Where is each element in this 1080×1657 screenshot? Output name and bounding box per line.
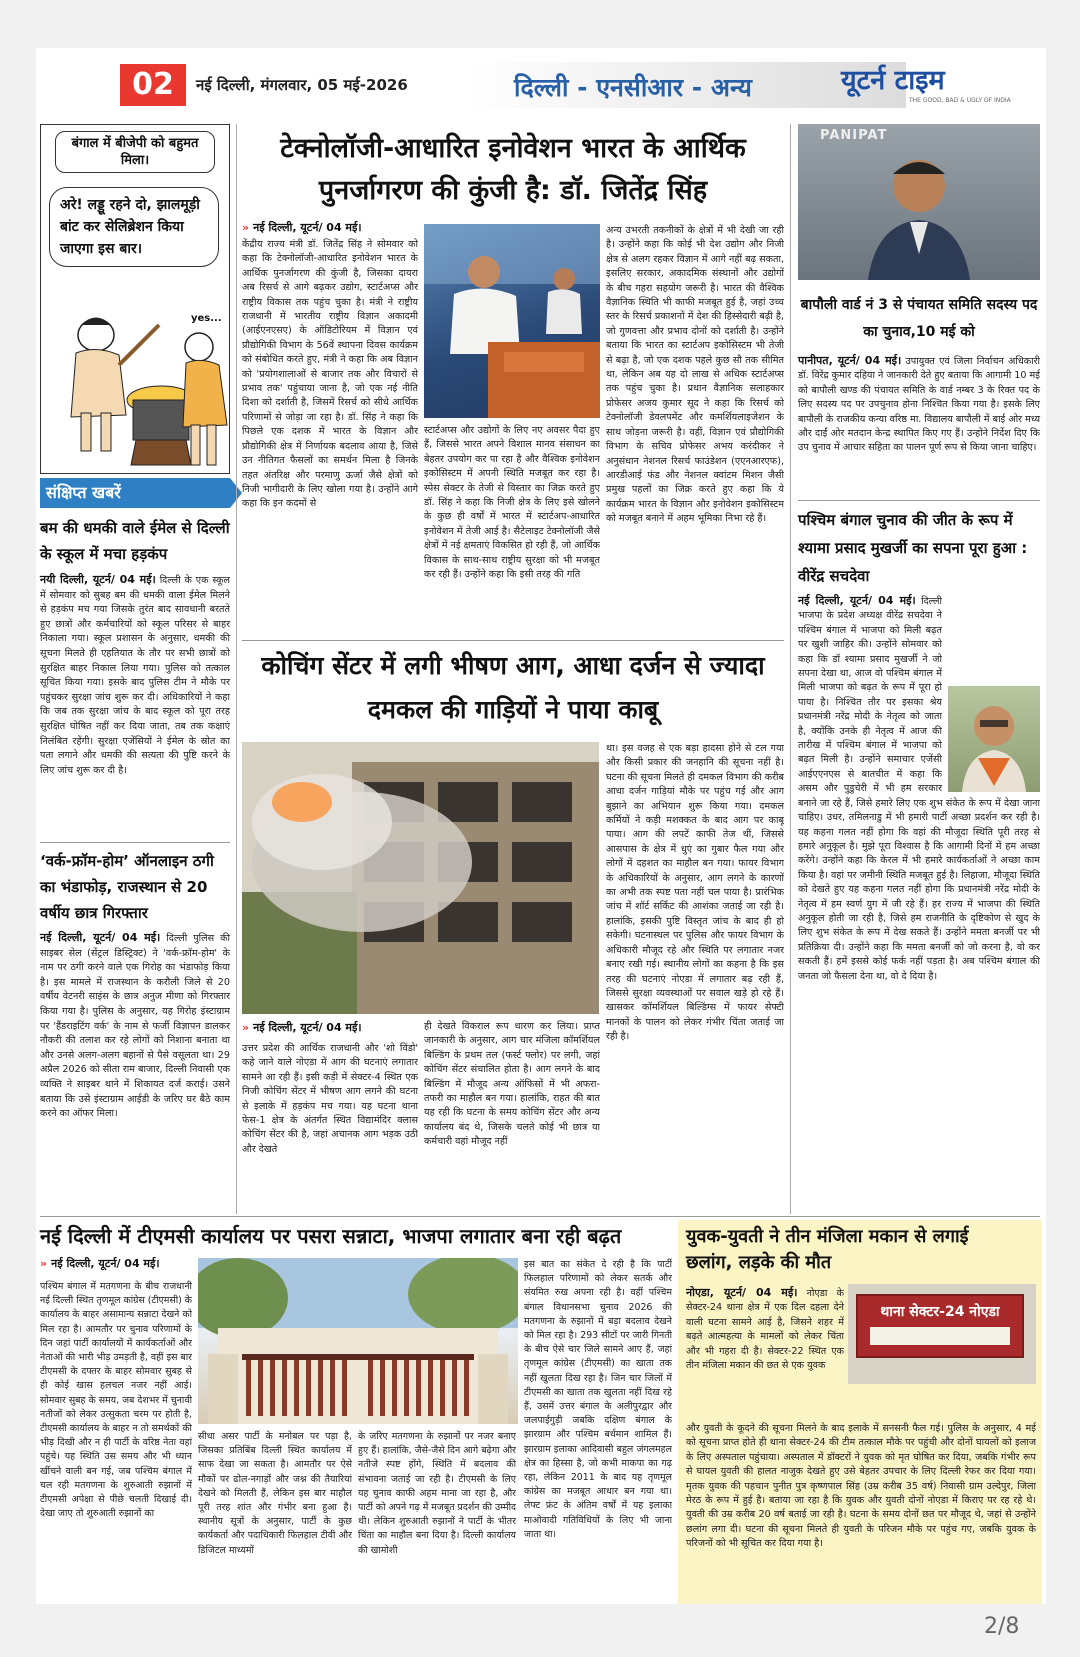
brief-1	[40, 515, 230, 778]
tmc-headline: नई दिल्ली में टीएमसी कार्यालय पर पसरा सन्नाटा, भाजपा लगातार बना रही बढ़त	[40, 1224, 622, 1248]
wb-text: दिल्ली भाजपा के प्रदेश अध्यक्ष वीरेंद्र सचदेवा ने पश्चिम बंगाल में भाजपा को मिली बढ़त पर खुशी जाहिर की। उन्होंने सोमवार को कहा कि डॉ श्यामा प्रसाद मुखर्जी ने जो सपना देखा था, आज वो पश्चिम बंगाल में मिली भाजपा को बढ़त के रूप में पूरा हो पाया है। निश्चित तौर पर इसका श्रेय प्रधानमंत्री नरेंद्र मोदी के नेतृत्व को जाता है, क्योंकि उनके ही नेतृत्व में आज की तारीख में पश्चिम बंगाल में भाजपा को बढ़त मिली है। उन्होंने समाचार एजेंसी आईएएनएस से बातचीत में कहा कि असम और पुडुचेरी में भी हम सरकार बनाने जा रहे हैं, जिसे हमारे लिए एक शुभ संकेत के रूप में देखा जाना चाहिए। उधर, तमिलनाडु में भी हमारी पार्टी अच्छा प्रदर्शन कर रही है। यह कहना गलत नहीं होगा कि वहां की मौजूदा स्थिति पूरी तरह से हमारे अनुकूल है। मुझे पूरा विश्वास है कि आगामी दिनों में हम अच्छा करेंगे। उन्होंने कहा कि केरल में भी हमारे कार्यकर्ताओं ने अच्छा काम किया है। वहां पर जमीनी स्थिति मजबूत हुई है। लिहाजा, मौजूदा स्थिति को देखते हुए यह कहना गलत नहीं होगा कि प्रधानमंत्री नरेंद्र मोदी के नेतृत्व में हम स्वर्ण युग में जी रहे हैं। हर राज्य में भाजपा की स्थिति अनुकूल होती जा रही है, जिसे हम राजनीति के दृष्टिकोण से खुद के लिए शुभ संकेत के रूप में देख सकते हैं। उन्होंने ममता बनर्जी पर भी प्रतिक्रिया दी। उन्होंने कहा कि ममता बनर्जी को जो करना है, वो कर सकती हैं। हमें इससे कोई फर्क नहीं पड़ता है। अब पश्चिम बंगाल की जनता जो फैसला देना था, वो दे दिया है।	[798, 596, 1040, 982]
tmc-column-4: इस बात का संकेत दे रही है कि पार्टी फिलहाल परिणामों को लेकर सतर्क और संयमित रुख अपना रही है। वहीं पश्चिम बंगाल विधानसभा चुनाव 2026 की मतगणना के रुझानों में बड़ा बदलाव देखने को मिल रहा है। 293 सीटों पर जारी गिनती के बीच ऐसे चार जिले सामने आए हैं, जहां तृणमूल कांग्रेस (टीएमसी) का खाता तक नहीं खुलता दिख रहा है। जिन चार जिलों में टीएमसी का खाता तक खुलता नहीं दिख रहे हैं, उसमें उत्तर बंगाल के अलीपुरद्वार और जलपाईगुड़ी जबकि दक्षिण बंगाल के झारग्राम और पश्चिम बर्धमान शामिल हैं। झारग्राम इलाका आदिवासी बहुल जंगलमहल क्षेत्र का हिस्सा है, जो कभी माकपा का गढ़ रहा, लेकिन 2011 के बाद यह तृणमूल कांग्रेस का मजबूत आधार बन गया था। लेफ्ट फ्रंट के अंतिम वर्षों में यह इलाका माओवादी गतिविधियों के लिए भी जाना जाता था।	[524, 1259, 672, 1540]
tmc-office-gate	[198, 1258, 518, 1424]
brief-1-body	[40, 573, 230, 778]
tmc-photo	[198, 1258, 518, 1424]
tmc-column-3: के जरिए मतगणना के रुझानों पर नजर बनाए हुए हैं। हालांकि, जैसे-जैसे दिन आगे बढ़ेगा और नतीजे स्पष्ट होंगे, स्थिति में बदलाव की संभावना जताई जा रही है। टीएमसी के लिए यह चुनाव काफी अहम माना जा रहा है, और पार्टी को अपने गढ़ में मजबूत प्रदर्शन की उम्मीद थी। लेकिन शुरुआती रुझानों ने पार्टी के भीतर चिंता का माहौल बना दिया है। दिल्ली कार्यालय की खामोशी	[358, 1431, 516, 1556]
lead-dateline-text: नई दिल्ली, यूटर्न/ 04 मई।	[253, 221, 362, 234]
brief-news-header	[40, 478, 230, 508]
police-station-sign-text: थाना सेक्टर-24 नोएडा	[880, 1304, 1000, 1320]
fire-column-2: ही देखते विकराल रूप धारण कर लिया। प्राप्त जानकारी के अनुसार, आग चार मंजिला कॉमर्शियल बिल्डिंग के प्रथम तल (फर्स्ट फ्लोर) पर लगी, जहां कोचिंग सेंटर संचालित होता है। आग लगने के बाद बिल्डिंग में मौजूद अन्य ऑफिसों में भी अफरा-तफरी का माहौल बन गया। हालांकि, राहत की बात यह रही कि घटना के समय कोचिंग सेंटर और अन्य कार्यालय बंद थे, जिसके चलते कोई भी छात्र या कर्मचारी वहां मौजूद नहीं	[424, 1021, 600, 1148]
fire-dateline-text: नई दिल्ली, यूटर्न/ 04 मई।	[253, 1021, 362, 1034]
brief-2-body	[40, 931, 230, 1122]
brief-1-text: दिल्ली के एक स्कूल में सोमवार को सुबह बम की धमकी वाला ईमेल मिलने से हड़कंप मच गया जिसके तुरंत बाद सावधानी बरतते हुए छात्रों और कर्मचारियों को स्कूल परिसर से बाहर निकाला गया। स्कूल प्रशासन के अनुसार, धमकी की सूचना मिलते ही एहतियात के तौर पर सभी छात्रों को सुरक्षित बाहर निकाल लिया गया। पुलिस को तत्काल सूचित किया गया। इसके बाद पुलिस टीम ने मौके पर पहुंचकर सुरक्षा जांच शुरू कर दी। अधिकारियों ने कहा कि जब तक सुरक्षा जांच के बाद स्कूल को पूरा तरह सुरक्षित घोषित नहीं कर दिया जाता, तब तक कक्षाएं निलंबित रहेंगी। सुरक्षा एजेंसियों ने ईमेल के स्रोत का पता लगाने और धमकी की सत्यता की पुष्टि करने के लिए जांच शुरू कर दी है।	[40, 575, 230, 776]
tmc-dateline-text: नई दिल्ली, यूटर्न/ 04 मई।	[51, 1257, 160, 1270]
chevron-icon: »	[242, 221, 250, 234]
burning-building	[242, 742, 599, 1014]
noida-body-top	[686, 1286, 844, 1422]
page-number: 02	[120, 64, 186, 106]
lead-photo	[424, 224, 600, 418]
noida-photo	[848, 1284, 1036, 1384]
panipat-divider	[798, 500, 1040, 501]
lead-column-2: स्टार्टअप्स और उद्योगों के लिए नए अवसर पैदा हुए हैं, जिससे भारत अपने विशाल मानव संसाधन का बेहतर उपयोग कर पा रहा है और वैश्विक इनोवेशन इकोसिस्टम में अपनी स्थिति मजबूत कर रहा है। स्पेस सेक्टर के तेजी से विस्तार का जिक्र करते हुए डॉ. सिंह ने कहा कि निजी क्षेत्र के लिए इसे खोलने के कुछ ही वर्षों में भारत में स्टार्टअप-आधारित इनोवेशन में तेजी आई है। सैटेलाइट टेक्नोलॉजी जैसे क्षेत्रों में नई क्षमताएं विकसित हो रही हैं, जो आर्थिक विकास के साथ-साथ राष्ट्रीय सुरक्षा को भी मजबूत कर रही हैं। उन्होंने कहा कि इसी तरह की गति	[424, 425, 600, 581]
noida-dateline: नोएडा, यूटर्न/ 04 मई।	[686, 1286, 798, 1299]
wb-body	[798, 594, 1040, 1212]
cartoon	[40, 124, 230, 474]
chevron-icon: »	[242, 1021, 250, 1034]
cartoon-figures	[41, 305, 230, 474]
panipat-dateline: पानीपत, यूटर्न/ 04 मई।	[798, 354, 902, 367]
brief-divider	[40, 842, 230, 843]
noida-text-top: नोएडा के सेक्टर-24 थाना क्षेत्र में एक दिल दहला देने वाली घटना सामने आई है, जिसने शहर में बढ़ते आत्महत्या के मामलों को लेकर चिंता और भी गहरा दी है। सेक्टर-22 स्थित एक तीन मंजिला मकान की छत से एक युवक	[686, 1288, 844, 1372]
logo-tagline: THE GOOD, BAD & UGLY OF INDIA	[909, 97, 1011, 104]
wb-dateline: नई दिल्ली, यूटर्न/ 04 मई।	[798, 594, 916, 607]
lead-column-1: केंद्रीय राज्य मंत्री डॉ. जितेंद्र सिंह ने सोमवार को कहा कि टेक्नोलॉजी-आधारित इनोवेशन भारत के आर्थिक पुनर्जागरण की कुंजी है, जिसका दायरा अब रिसर्च से आगे बढ़कर उद्योग, स्टार्टअप्स और राष्ट्रीय विकास तक पहुंच चुका है। मंत्री ने राष्ट्रीय राजधानी में भारतीय राष्ट्रीय विज्ञान अकादमी (आईएनएसए) के ऑडिटोरियम में विज्ञान एवं प्रौद्योगिकी विभाग के 56वें स्थापना दिवस कार्यक्रम को संबोधित करते हुए, मंत्री ने कहा कि अब विज्ञान को 'प्रयोगशालाओं से बाजार तक और विचारों से प्रभाव तक' पहुंचाया जाना है, जो एक नई नीति दिशा को दर्शाती है, जिसमें रिसर्च को सीधे आर्थिक परिणामों से जोड़ा जा रहा है। डॉ. सिंह ने कहा कि पिछले एक दशक में भारत के विज्ञान और प्रौद्योगिकी क्षेत्र में निर्णायक बदलाव आया है, जिसे उन नीतिगत फैसलों का समर्थन मिला है जिनके तहत अंतरिक्ष और परमाणु ऊर्जा जैसे क्षेत्रों को निजी भागीदारी के लिए खोला गया है। उन्होंने आगे कहा कि इन कदमों से	[242, 239, 418, 510]
dateline: नई दिल्ली, मंगलवार, 05 मई-2026	[196, 76, 408, 94]
brief-2	[40, 848, 230, 1122]
left-column-rule	[236, 124, 237, 1214]
section-title: दिल्ली - एनसीआर - अन्य	[514, 73, 752, 102]
police-station-sign	[856, 1294, 1024, 1358]
cartoon-bubble: अरे! लड्डू रहने दो, झालमूड़ी बांट कर सेलिब्रेशन किया जाएगा इस बार।	[49, 187, 219, 267]
tmc-column-2: सीधा असर पार्टी के मनोबल पर पड़ा है, जिसका प्रतिबिंब दिल्ली स्थित कार्यालय में साफ देखा जा सकता है। आमतौर पर ऐसे मौकों पर ढोल-नगाड़ों और जश्न की तैयारियां देखने को मिलती हैं, लेकिन इस बार माहौल पूरी तरह शांत और गंभीर बना हुआ है। स्थानीय सूत्रों के अनुसार, पार्टी के कुछ कार्यकर्ता और पदाधिकारी फिलहाल टीवी और डिजिटल माध्यमों	[198, 1431, 352, 1556]
panipat-text: उपायुक्त एवं जिला निर्वाचन अधिकारी डॉ. विरेंद्र कुमार दहिया ने जानकारी देते हुए बताया कि आगामी 10 मई को बापौली खण्ड की पंचायत समिति के वार्ड नम्बर 3 के रिक्त पद के लिए सदस्य पद पर उपचुनाव होना निश्चित किया गया है। इसके लिए बापौली के राजकीय कन्या वरिष्ठ मा. विद्यालय बापौली में बाई ओर मध्य और दाईं ओर मतदान केन्द्र स्थापित किए गए हैं। उन्होंने निर्देश दिए कि उप चुनाव में आचार सहिता का पालन पूर्ण रूप से किया जाना चाहिए।	[798, 356, 1041, 454]
fire-column-1: उत्तर प्रदेश की आर्थिक राजधानी और 'शो विंडो' कहे जाने वाले नोएडा में आग की घटनाएं लगातार सामने आ रही हैं। इसी कड़ी में सेक्टर-4 स्थित एक निजी कोचिंग सेंटर में भीषण आग लगने की घटना से इलाके में हड़कंप मच गया। यह घटना थाना फेस-1 क्षेत्र के अंतर्गत स्थित विद्यामंदिर क्लास कोचिंग सेंटर की है, जहां अचानक आग भड़क उठी और देखते	[242, 1043, 418, 1155]
tmc-dateline	[40, 1256, 200, 1271]
masthead	[36, 56, 1046, 114]
panipat-body	[798, 354, 1040, 456]
wb-photo	[948, 686, 1040, 792]
lead-headline: टेक्नोलॉजी-आधारित इनोवेशन भारत के आर्थिक पुनर्जागरण की कुंजी है: डॉ. जितेंद्र सिंह	[280, 133, 746, 206]
brief-1-dateline: नयी दिल्ली, यूटर्न/ 04 मई।	[40, 573, 156, 586]
panipat-photo	[798, 124, 1040, 280]
fire-headline: कोचिंग सेंटर में लगी भीषण आग, आधा दर्जन से ज्यादा दमकल की गाड़ियों ने पाया काबू	[261, 651, 765, 724]
fire-dateline	[242, 1020, 420, 1035]
page-indicator: 2/8	[984, 1614, 1020, 1639]
newspaper-page	[36, 48, 1046, 1604]
lead-column-3: अन्य उभरती तकनीकों के क्षेत्रों में भी देखी जा रही है। उन्होंने कहा कि कोई भी देश उद्योग और निजी क्षेत्र से अलग रहकर विज्ञान में आगे नहीं बढ़ सकता, इसलिए सरकार, अकादमिक संस्थानों और उद्योगों के बीच गहरा सहयोग जरूरी है। भारत की वैश्विक वैज्ञानिक स्थिति भी काफी मजबूत हुई है, जहां उच्च स्तर के रिसर्च प्रकाशनों में देश की हिस्सेदारी बढ़ी है, जो गुणवत्ता और प्रभाव दोनों को दर्शाती है। उन्होंने बताया कि भारत का स्टार्टअप इकोसिस्टम भी तेजी से बढ़ा है, जो एक दशक पहले कुछ सौ तक सीमित था, लेकिन अब यह दो लाख से अधिक स्टार्टअप्स तक पहुंच चुका है। प्रधान वैज्ञानिक सलाहकार प्रोफेसर अजय कुमार सूद ने कहा कि रिसर्च को टेक्नोलॉजी डेवलपमेंट और कमर्शियलाइजेशन के साथ जोड़ना जरूरी है। वहीं, विज्ञान एवं प्रौद्योगिकी विभाग के सचिव प्रोफेसर अभय करंदीकर ने अनुसंधान नेशनल रिसर्च फाउंडेशन (एएनआरएफ), आरडीआई फंड और नेशनल क्वांटम मिशन जैसी प्रमुख पहलों का जिक्र करते हुए कहा कि ये कार्यक्रम भारत के विज्ञान और इनोवेशन इकोसिस्टम को मजबूत बनाने में अहम भूमिका निभा रहे हैं।	[606, 225, 784, 525]
fire-photo	[242, 742, 599, 1014]
noida-box	[678, 1220, 1042, 1604]
cartoon-yes: yes...	[191, 313, 222, 324]
brief-2-title: ‘वर्क-फ्रॉम-होम’ ऑनलाइन ठगी का भंडाफोड़, राजस्थान से 20 वर्षीय छात्र गिरफ्तार	[40, 852, 214, 922]
right-column-rule	[790, 124, 791, 1214]
cartoon-caption: बंगाल में बीजेपी को बहुमत मिला।	[55, 131, 215, 173]
sign-strip	[870, 1327, 1010, 1345]
brief-news-label: संक्षिप्त खबरें	[46, 483, 121, 502]
official-figure	[798, 124, 1040, 280]
fire-column-3: था। इस वजह से एक बड़ा हादसा होने से टल गया और किसी प्रकार की जनहानि की सूचना नहीं है। घटना की सूचना मिलते ही दमकल विभाग की करीब आधा दर्जन गाड़ियां मौके पर पहुंच गईं और आग बुझाने का अभियान शुरू किया गया। दमकल कर्मियों ने कड़ी मशक्कत के बाद आग पर काबू पाया। आग की लपटें काफी तेज थीं, जिससे आसपास के क्षेत्र में धुएं का गुबार फैल गया और लोगों में दहशत का माहौल बन गया। फायर विभाग के अधिकारियों के अनुसार, आग लगने के कारणों का अभी तक स्पष्ट पता नहीं चल पाया है। प्रारंभिक जांच में शॉर्ट सर्किट की आशंका जताई जा रही है। हालांकि, इसकी पुष्टि विस्तृत जांच के बाद ही हो सकेगी। घटनास्थल पर पुलिस और फायर विभाग के अधिकारी मौजूद रहे और स्थिति पर लगातार नजर बनाए रखी गई। स्थानीय लोगों का कहना है कि इस तरह की घटनाएं नोएडा में लगातार बढ़ रही हैं, जिससे सुरक्षा व्यवस्थाओं पर सवाल खड़े हो रहे हैं। खासकर कॉमर्शियल बिल्डिंग्स में फायर सेफ्टी मानकों के पालन को लेकर गंभीर चिंता जताई जा रही है।	[606, 743, 784, 1043]
wb-title: पश्चिम बंगाल चुनाव की जीत के रूप में श्यामा प्रसाद मुखर्जी का सपना पूरा हुआ : वीरेंद्र सचदेवा	[798, 511, 1028, 585]
lead-divider	[242, 640, 784, 641]
sachdeva-figure	[948, 686, 1040, 792]
logo-text: यूटर्न टाइम	[841, 65, 945, 96]
chevron-icon: »	[40, 1257, 48, 1270]
brief-2-dateline: नई दिल्ली, यूटर्न/ 04 मई।	[40, 931, 161, 944]
tmc-column-1: पश्चिम बंगाल में मतगणना के बीच राजधानी नई दिल्ली स्थित तृणमूल कांग्रेस (टीएमसी) के कार्यालय के बाहर असामान्य सन्नाटा देखने को मिल रहा है। आमतौर पर चुनाव परिणामों के दिन जहां पार्टी कार्यालयों में कार्यकर्ताओं और नेताओं की भारी भीड़ उमड़ती है, वहीं इस बार टीएमसी के दफ्तर के बाहर सोमवार सुबह से ही कोई खास हलचल नजर नहीं आई। सोमवार सुबह के समय, जब देशभर में चुनावी नतीजों को लेकर उत्सुकता चरम पर होती है, टीएमसी कार्यालय के बाहर न तो समर्थकों की भीड़ दिखी और न ही पार्टी के वरिष्ठ नेता वहां पहुंचे। यह स्थिति उस समय और भी ध्यान खींचने वाली बन गई, जब पश्चिम बंगाल में चल रही मतगणना के शुरुआती रुझानों में टीएमसी अपेक्षा से पीछे चलती दिखाई दी। देखा जाए तो शुरुआती रुझानों का	[40, 1281, 192, 1520]
lead-dateline	[242, 220, 422, 235]
speaker-figure	[424, 224, 600, 418]
noida-body-bottom: और युवती के कूदने की सूचना मिलने के बाद इलाके में सनसनी फैल गई। पुलिस के अनुसार, 4 मई को सूचना प्राप्त होते ही थाना सेक्टर-24 की टीम तत्काल मौके पर पहुंची और दोनों घायलों को इलाज के लिए अस्पताल पहुंचाया। अस्पताल में डॉक्टरों ने युवक को मृत घोषित कर दिया, जबकि गंभीर रूप से घायल युवती की हालत नाजुक देखते हुए उसे बेहतर उपचार के लिए दिल्ली रेफर कर दिया गया। मृतक युवक की पहचान पुनीत पुत्र कृष्णपाल सिंह (उम्र करीब 35 वर्ष) निवासी ग्राम उल्देपुर, जिला मेरठ के रूप में हुई है। बताया जा रहा है कि युवक और युवती दोनों नोएडा में किराए पर रह रहे थे। युवती की उम्र करीब 20 वर्ष बताई जा रही है। घटना के समय दोनों छत पर मौजूद थे, जहां से उन्होंने छलांग लगा दी। घटना की सूचना मिलते ही युवती के परिजन मौके पर पहुंच गए, जबकि युवक के परिजनों को भी सूचित कर दिया गया है।	[686, 1423, 1036, 1550]
newspaper-logo	[841, 60, 1041, 110]
panipat-photo-label: PANIPAT	[820, 128, 888, 143]
noida-headline: युवक-युवती ने तीन मंजिला मकान से लगाई छलांग, लड़के की मौत	[686, 1226, 969, 1273]
brief-1-title: बम की धमकी वाले ईमेल से दिल्ली के स्कूल में मचा हड़कंप	[40, 519, 230, 563]
bottom-divider	[40, 1216, 1040, 1217]
brief-2-text: दिल्ली पुलिस की साइबर सेल (सेंट्रल डिस्ट्रिक्ट) ने 'वर्क-फ्रॉम-होम' के नाम पर ठगी करने वाले एक गिरोह का भंडाफोड़ किया है। इस मामले में राजस्थान के करौली जिले से 20 वर्षीय वेटनरी साइंस के छात्र अनुज मीणा को गिरफ्तार किया गया है। पुलिस के अनुसार, यह गिरोह इंस्टाग्राम पर 'हैंडराइटिंग वर्क' के नाम से फर्जी विज्ञापन डालकर नौकरी की तलाश कर रहे लोगों को निशाना बनाता था और उनसे अलग-अलग बहानों से पैसे वसूलता था। 29 अप्रैल 2026 को सीता राम बाजार, दिल्ली निवासी एक व्यक्ति ने साइबर थाने में शिकायत दर्ज कराई। उसने बताया कि उसे इंस्टाग्राम आईडी के जरिए घर बैठे काम करने का ऑफर मिला।	[40, 933, 230, 1120]
panipat-title: बापौली वार्ड नं 3 से पंचायत समिति सदस्य पद का चुनाव,10 मई को	[800, 297, 1038, 340]
